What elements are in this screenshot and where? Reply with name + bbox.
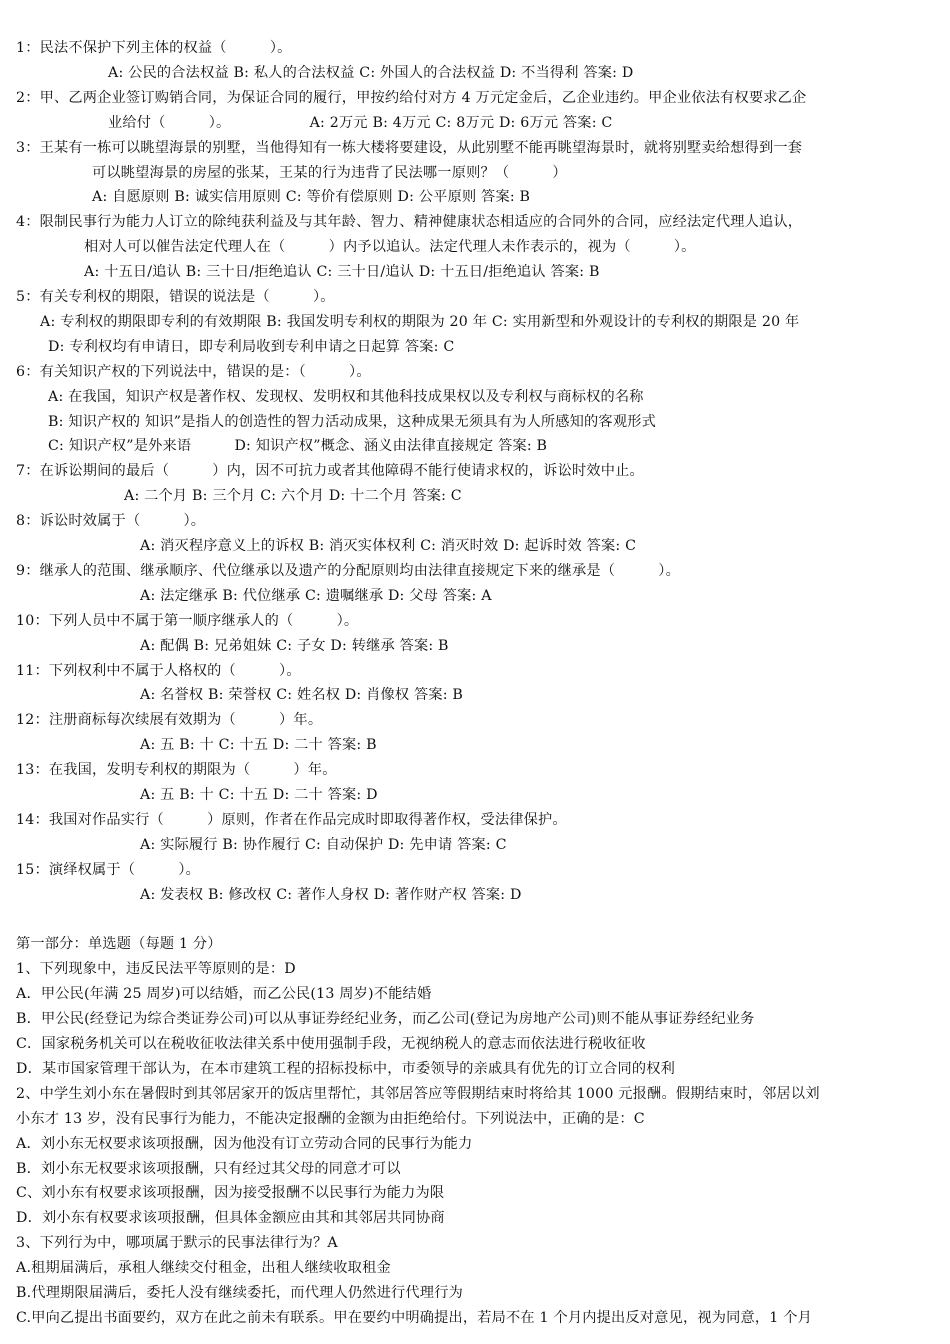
text-line: 小东才 13 岁，没有民事行为能力，不能决定报酬的金额为由拒绝给付。下列说法中，正确的是：C	[16, 1110, 645, 1127]
text-line: A: 配偶 B: 兄弟姐妹 C: 子女 D: 转继承 答案: B	[140, 637, 449, 654]
text-line: A: 在我国，知识产权是著作权、发现权、发明权和其他科技成果权以及专利权与商标权的名称	[48, 388, 644, 405]
text-line: A: 五 B: 十 C: 十五 D: 二十 答案: D	[140, 787, 378, 803]
text-line: 9：继承人的范围、继承顺序、代位继承以及遗产的分配原则均由法律直接规定下来的继承是（ ）。	[16, 562, 680, 579]
text-line: A: 法定继承 B: 代位继承 C: 遗嘱继承 D: 父母 答案: A	[140, 587, 492, 604]
text-line: 14：我国对作品实行（ ）原则，作者在作品完成时即取得著作权，受法律保护。	[16, 811, 567, 828]
text-line: A．刘小东无权要求该项报酬，因为他没有订立劳动合同的民事行为能力	[16, 1135, 473, 1152]
text-line: 3：王某有一栋可以眺望海景的别墅，当他得知有一栋大楼将要建设，从此别墅不能再眺望海景时，就将别墅卖给想得到一套	[16, 139, 803, 156]
text-line: 5：有关专利权的期限，错误的说法是（ ）。	[16, 289, 335, 305]
text-line: 3、下列行为中，哪项属于默示的民事法律行为？A	[16, 1235, 338, 1252]
text-line: 业给付（ ）。 A: 2万元 B: 4万元 C: 8万元 D: 6万元 答案: C	[108, 114, 613, 131]
text-line: 8：诉讼时效属于（ ）。	[16, 513, 206, 530]
text-line: 6：有关知识产权的下列说法中，错误的是：（ ）。	[16, 363, 371, 380]
text-line: 2、中学生刘小东在暑假时到其邻居家开的饭店里帮忙，其邻居答应等假期结束时将给其 1000 元报酬。假期结束时，邻居以刘	[16, 1085, 820, 1102]
text-line: 可以眺望海景的房屋的张某，王某的行为违背了民法哪一原则？（ ）	[92, 164, 567, 181]
text-line: A: 自愿原则 B: 诚实信用原则 C: 等价有偿原则 D: 公平原则 答案: B	[92, 189, 531, 206]
text-line: 15：演绎权属于（ ）。	[16, 861, 201, 878]
text-line: C: 知识产权”是外来语 D: 知识产权”概念、涵义由法律直接规定 答案: B	[48, 438, 548, 455]
text-line: C.甲向乙提出书面要约，双方在此之前未有联系。甲在要约中明确提出，若局不在 1 个月内提出反对意见，视为同意，1 个月	[16, 1309, 812, 1326]
text-line: A: 发表权 B: 修改权 C: 著作人身权 D: 著作财产权 答案: D	[140, 886, 522, 903]
text-line: B．甲公民(经登记为综合类证券公司)可以从事证券经纪业务，而乙公司(登记为房地产公司)则不能从事证券经纪业务	[16, 1011, 755, 1028]
text-line: 1：民法不保护下列主体的权益（ ）。	[16, 40, 292, 56]
text-line: A: 名誉权 B: 荣誉权 C: 姓名权 D: 肖像权 答案: B	[140, 687, 464, 704]
text-line: A: 五 B: 十 C: 十五 D: 二十 答案: B	[140, 737, 377, 754]
text-line: C．国家税务机关可以在税收征收法律关系中使用强制手段，无视纳税人的意志而依法进行税收征收	[16, 1036, 646, 1052]
text-line: D．刘小东有权要求该项报酬，但具体金额应由其和其邻居共同协商	[16, 1210, 445, 1227]
text-line: 12：注册商标每次续展有效期为（ ）年。	[16, 712, 323, 729]
text-line: B.代理期限届满后，委托人没有继续委托，而代理人仍然进行代理行为	[16, 1285, 463, 1301]
text-line: 相对人可以催告法定代理人在（ ）内予以追认。法定代理人未作表示的，视为（ ）。	[84, 239, 696, 256]
text-line: 4：限制民事行为能力人订立的除纯获利益及与其年龄、智力、精神健康状态相适应的合同外的合同，应经法定代理人追认，	[16, 214, 803, 231]
text-line: A: 专利权的期限即专利的有效期限 B: 我国发明专利权的期限为 20 年 C: 实用新型和外观设计的专利权的期限是 20 年	[40, 313, 800, 330]
text-line: D: 专利权均有申请日，即专利局收到专利申请之日起算 答案: C	[48, 338, 455, 355]
text-line: 第一部分：单选题（每题 1 分）	[16, 936, 222, 953]
text-line: B: 知识产权的 知识”是指人的创造性的智力活动成果，这种成果无须具有为人所感知的客观形式	[48, 413, 656, 430]
text-line: 2：甲、乙两企业签订购销合同，为保证合同的履行，甲按约给付对方 4 万元定金后，乙企业违约。甲企业依法有权要求乙企	[16, 89, 807, 106]
text-line: A: 实际履行 B: 协作履行 C: 自动保护 D: 先申请 答案: C	[140, 836, 507, 853]
text-line: A: 十五日/追认 B: 三十日/拒绝追认 C: 三十日/追认 D: 十五日/拒绝追认 答案: B	[84, 264, 600, 281]
text-line: 1、下列现象中，违反民法平等原则的是：D	[16, 961, 296, 978]
text-line: D．某市国家管理干部认为，在本市建筑工程的招标投标中，市委领导的亲戚具有优先的订立合同的权利	[16, 1060, 676, 1077]
text-line: C、刘小东有权要求该项报酬，因为接受报酬不以民事行为能力为限	[16, 1185, 445, 1202]
text-line: A: 消灭程序意义上的诉权 B: 消灭实体权利 C: 消灭时效 D: 起诉时效 答案: C	[140, 538, 637, 554]
text-line: 11：下列权利中不属于人格权的（ ）。	[16, 662, 301, 679]
text-line: A．甲公民(年满 25 周岁)可以结婚，而乙公民(13 周岁)不能结婚	[16, 986, 432, 1003]
text-line: A: 公民的合法权益 B: 私人的合法权益 C: 外国人的合法权益 D: 不当得利 答案: D	[108, 64, 634, 81]
text-line: A.租期届满后，承租人继续交付租金，出租人继续收取租金	[16, 1260, 391, 1277]
text-line: 13：在我国，发明专利权的期限为（ ）年。	[16, 762, 337, 779]
text-line: B．刘小东无权要求该项报酬，只有经过其父母的同意才可以	[16, 1160, 401, 1177]
text-line: 7：在诉讼期间的最后（ ）内，因不可抗力或者其他障碍不能行使请求权的，诉讼时效中止。	[16, 463, 644, 480]
text-line: 10：下列人员中不属于第一顺序继承人的（ ）。	[16, 612, 359, 629]
text-line: A: 二个月 B: 三个月 C: 六个月 D: 十二个月 答案: C	[124, 488, 462, 505]
